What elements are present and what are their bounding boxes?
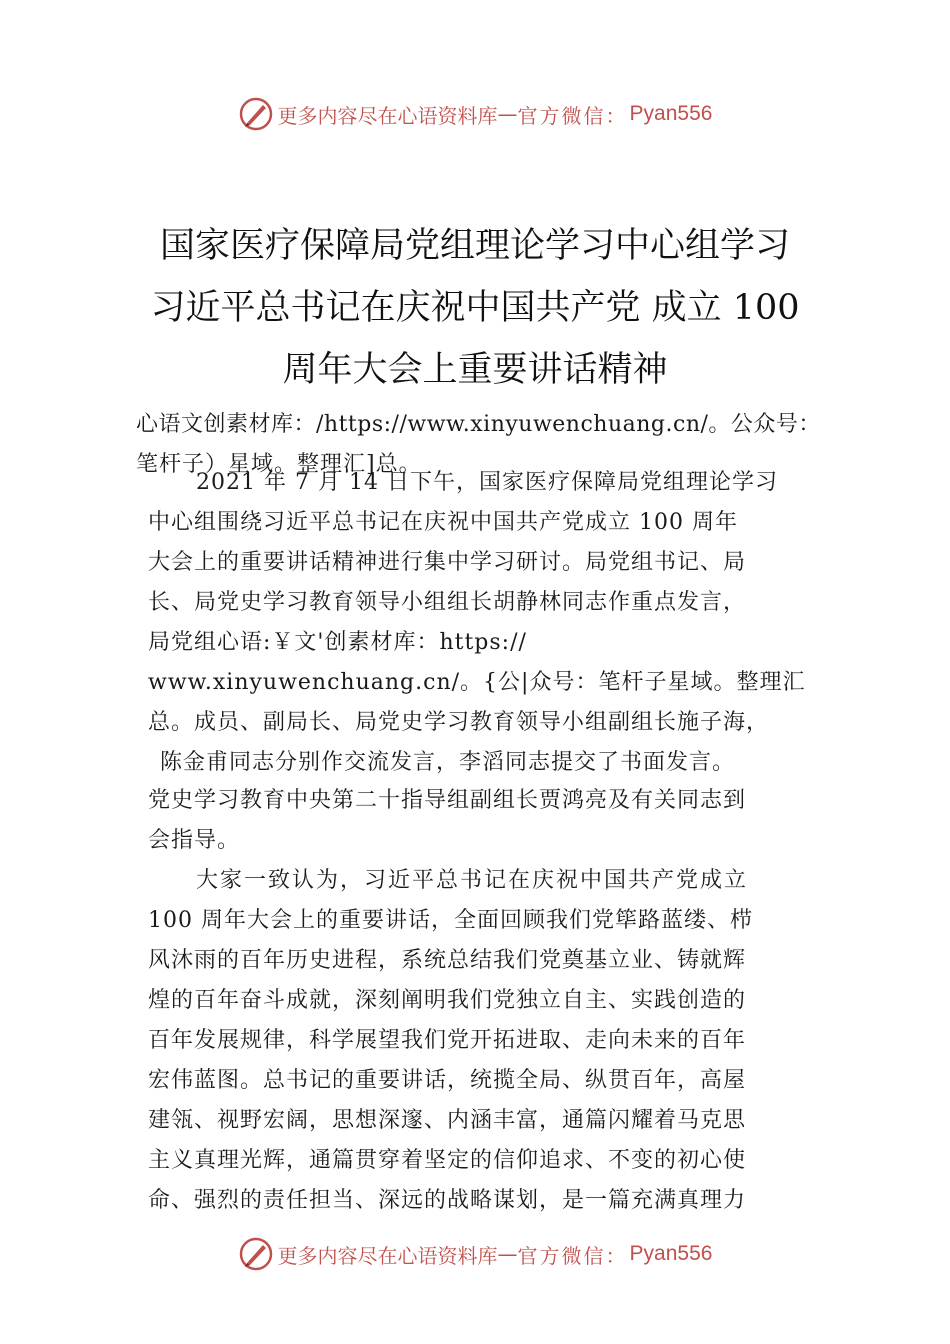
body-line: 党史学习教育中央第二十指导组副组长贾鸿亮及有关同志到 xyxy=(148,788,747,813)
body-line: 笔杆子）星域。整理汇]总。 xyxy=(136,452,422,477)
body-line: 建瓴、视野宏阔，思想深邃、内涵丰富，通篇闪耀着马克思 xyxy=(148,1108,747,1133)
body-line: 2021 年 7 月 14 日下午，国家医疗保障局党组理论学习 xyxy=(196,470,778,495)
body-line: 会指导。 xyxy=(148,828,241,853)
body-line: 大会上的重要讲话精神进行集中学习研讨。局党组书记、局 xyxy=(148,550,747,575)
body-line: 陈金甫同志分别作交流发言，李滔同志提交了书面发言。 xyxy=(160,750,736,775)
banner-wechat-id: Pyan556 xyxy=(629,102,713,125)
body-line: 主义真理光辉，通篇贯穿着坚定的信仰追求、不变的初心使 xyxy=(148,1148,747,1173)
body-line: 宏伟蓝图。总书记的重要讲话，统揽全局、纵贯百年，高屋 xyxy=(148,1068,747,1093)
body-line: 命、强烈的责任担当、深远的战略谋划，是一篇充满真理力 xyxy=(148,1188,747,1213)
body-line: 总。成员、副局长、局党史学习教育领导小组副组长施子海， xyxy=(148,710,770,735)
pen-logo-icon xyxy=(238,96,274,132)
banner-wechat-label: 官方微信： xyxy=(517,103,628,128)
header-watermark-banner xyxy=(0,92,950,136)
document-title-line-3: 周年大会上重要讲话精神 xyxy=(282,350,668,390)
body-line: 风沐雨的百年历史进程，系统总结我们党奠基立业、铸就辉 xyxy=(148,948,747,973)
banner-wechat-label: 官方微信： xyxy=(517,1243,628,1268)
body-line: 长、局党史学习教育领导小组组长胡静林同志作重点发言， xyxy=(148,590,747,615)
footer-watermark-banner xyxy=(0,1232,950,1276)
pen-logo-icon xyxy=(238,1236,274,1272)
body-line: 100 周年大会上的重要讲话，全面回顾我们党筚路蓝缕、栉 xyxy=(148,908,753,933)
body-line: 局党组心语:￥文'创素材库：https:// xyxy=(148,630,527,655)
body-line: 煌的百年奋斗成就，深刻阐明我们党独立自主、实践创造的 xyxy=(148,988,747,1013)
body-line: 大家一致认为，习近平总书记在庆祝中国共产党成立 xyxy=(196,868,749,893)
banner-wechat-id: Pyan556 xyxy=(629,1242,713,1265)
document-title-line-2: 习近平总书记在庆祝中国共产党 成立 100 xyxy=(150,288,800,328)
banner-text: 更多内容尽在心语资料库 xyxy=(277,103,498,128)
banner-separator: — xyxy=(497,102,518,126)
body-line: www.xinyuwenchuang.cn/。{公|众号：笔杆子星域。整理汇 xyxy=(148,670,806,695)
body-line: 心语文创素材库：/https://www.xinyuwenchuang.cn/。公众号： xyxy=(136,412,821,437)
banner-separator: — xyxy=(497,1242,518,1266)
body-line: 百年发展规律，科学展望我们党开拓进取、走向未来的百年 xyxy=(148,1028,747,1053)
banner-text: 更多内容尽在心语资料库 xyxy=(277,1243,498,1268)
body-line: 中心组围绕习近平总书记在庆祝中国共产党成立 100 周年 xyxy=(148,510,738,535)
document-title-line-1: 国家医疗保障局党组理论学习中心组学习 xyxy=(159,226,790,266)
